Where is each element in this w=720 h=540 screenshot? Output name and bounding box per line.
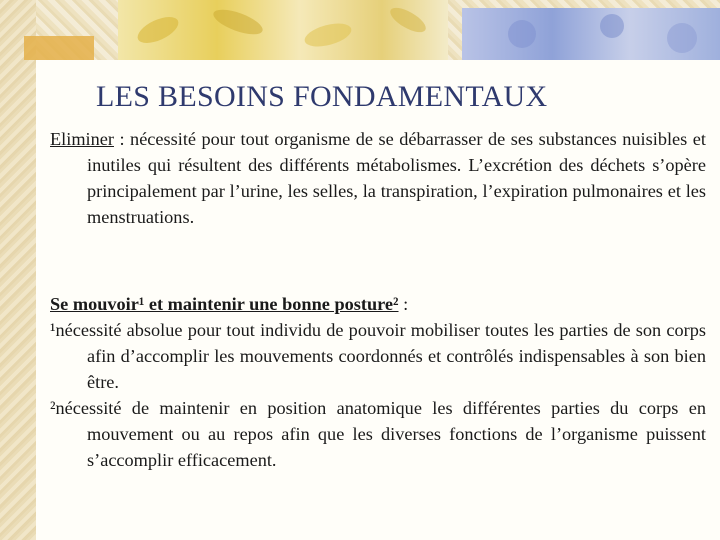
point-1-marker: ¹	[50, 320, 56, 340]
mouvoir-point-1	[50, 317, 706, 395]
mouvoir-heading-line	[50, 291, 706, 317]
decorative-left-band	[0, 0, 36, 540]
point-1-text: nécessité absolue pour tout individu de pouvoir mobiliser toutes les parties de son corps afin d’accomplir les mouvements coordonnés et contrôlés indispensables à son bien être.	[55, 320, 706, 392]
leaf-pattern-icon	[118, 0, 448, 60]
mouvoir-heading: Se mouvoir¹ et maintenir une bonne posture²	[50, 294, 399, 314]
eliminer-term: Eliminer	[50, 129, 114, 149]
eliminer-separator: :	[113, 129, 131, 149]
mouvoir-section	[50, 291, 706, 473]
decorative-floral-banner	[118, 0, 448, 60]
point-2-marker: ²	[50, 398, 56, 418]
mouvoir-separator: :	[398, 294, 409, 314]
mouvoir-point-2	[50, 395, 706, 473]
slide-title: LES BESOINS FONDAMENTAUX	[96, 80, 548, 113]
decorative-orange-strip	[24, 36, 94, 60]
decorative-blue-banner	[462, 8, 720, 60]
eliminer-text: nécessité pour tout organisme de se débarrasser de ses substances nuisibles et inutiles qui résultent des différents métabolismes. L’excrétion des déchets s’opère principalement par l’urine, les selles, la transpiration, l’expiration pulmonaires et les menstruations.	[87, 129, 706, 227]
eliminer-paragraph	[50, 126, 706, 230]
eliminer-section	[50, 126, 706, 230]
point-2-text: nécessité de maintenir en position anatomique les différentes parties du corps en mouvement ou au repos afin que les diverses fonctions de l’organisme puissent s’accomplir efficacement.	[55, 398, 706, 470]
flower-pattern-icon	[462, 8, 720, 60]
